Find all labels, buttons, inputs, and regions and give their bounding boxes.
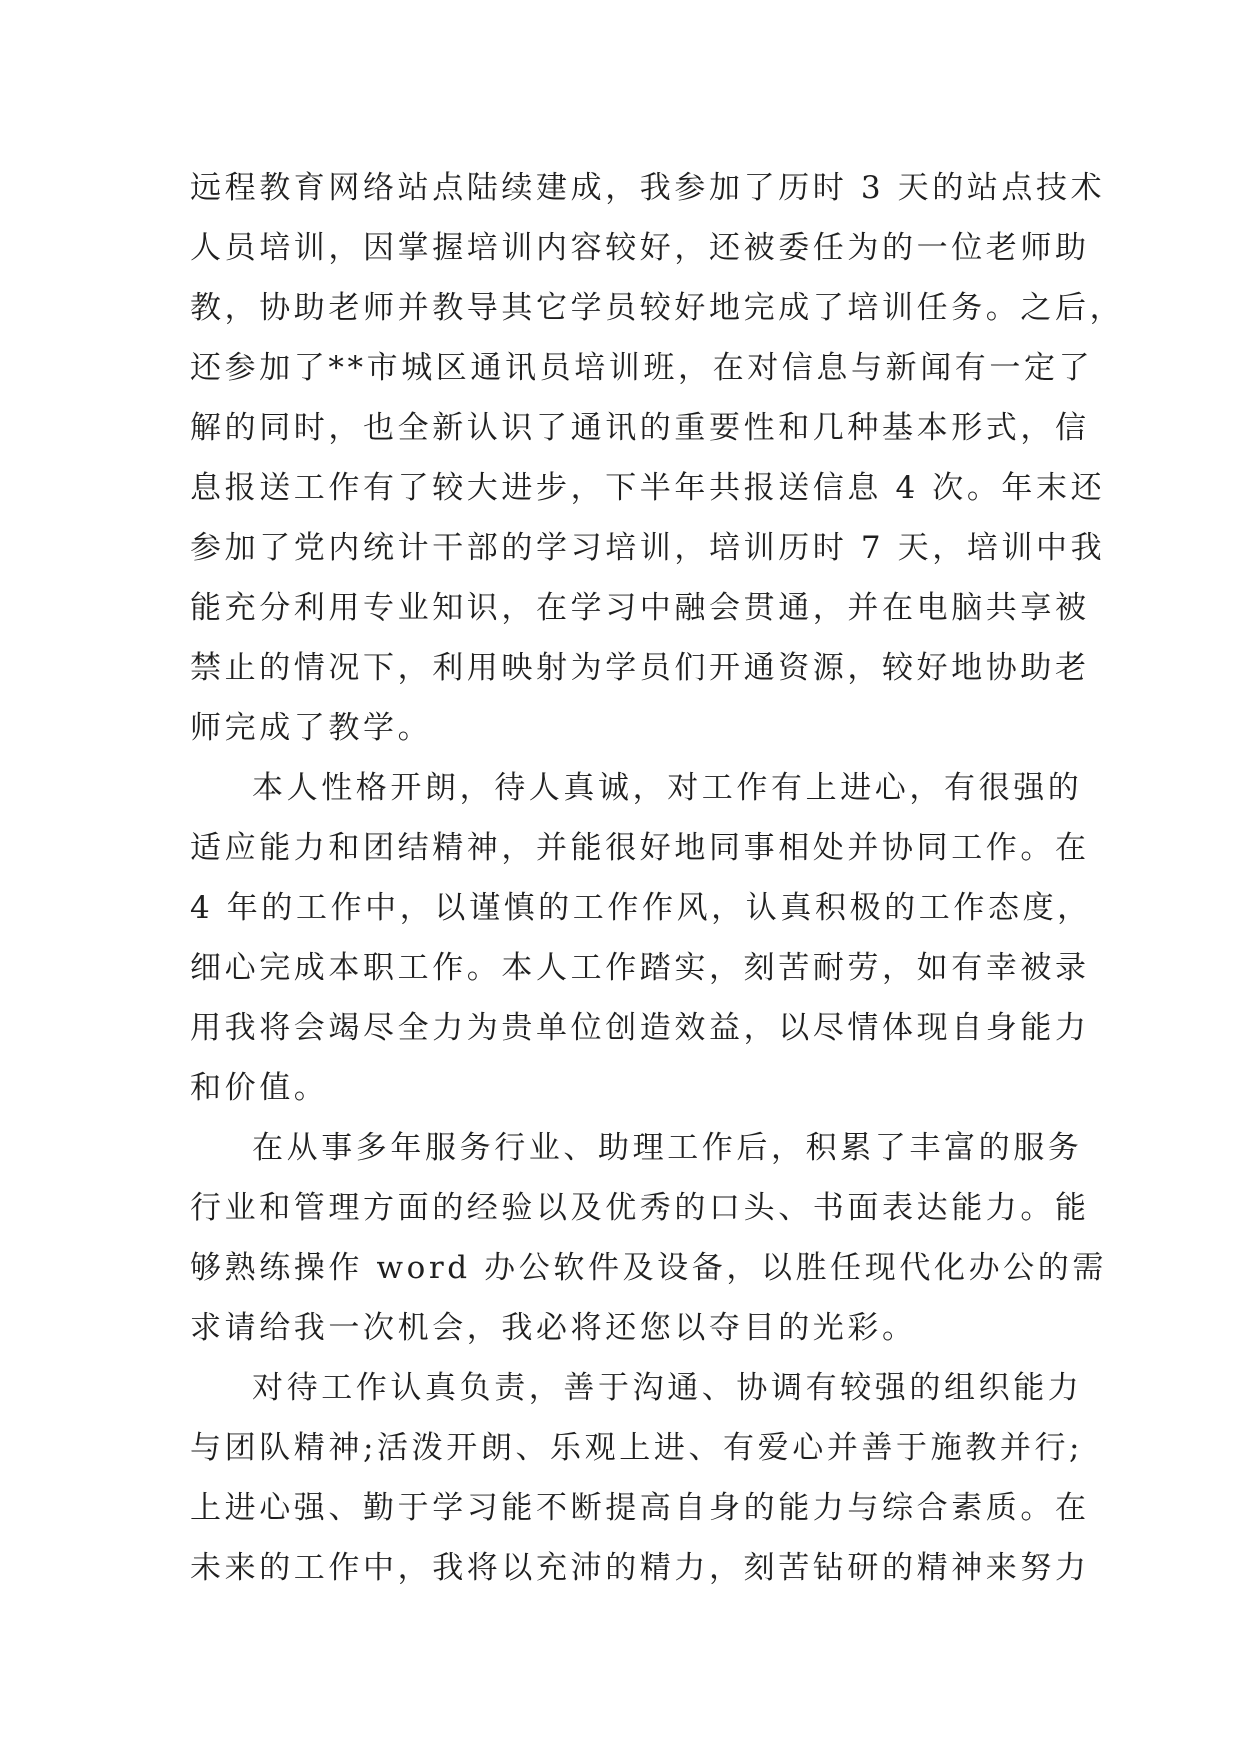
text-line: 用我将会竭尽全力为贵单位创造效益，以尽情体现自身能力 [190,1010,1090,1046]
paragraph-first-line: 本人性格开朗，待人真诚，对工作有上进心，有很强的 [252,770,1083,806]
text-line: 4 年的工作中，以谨慎的工作作风，认真积极的工作态度， [190,890,1092,926]
text-line: 适应能力和团结精神，并能很好地同事相处并协同工作。在 [190,830,1090,866]
text-line: 解的同时，也全新认识了通讯的重要性和几种基本形式，信 [190,410,1090,446]
text-line: 教，协助老师并教导其它学员较好地完成了培训任务。之后， [190,290,1125,326]
text-line: 行业和管理方面的经验以及优秀的口头、书面表达能力。能 [190,1190,1090,1226]
text-line: 能充分利用专业知识，在学习中融会贯通，并在电脑共享被 [190,590,1090,626]
paragraph-first-line: 在从事多年服务行业、助理工作后，积累了丰富的服务 [252,1130,1083,1166]
text-line: 还参加了**市城区通讯员培训班，在对信息与新闻有一定了 [190,350,1094,386]
text-line: 和价值。 [190,1070,329,1106]
text-line: 未来的工作中，我将以充沛的精力，刻苦钻研的精神来努力 [190,1550,1090,1586]
text-line: 息报送工作有了较大进步，下半年共报送信息 4 次。年末还 [190,470,1106,506]
text-line: 师完成了教学。 [190,710,433,746]
paragraph-first-line: 对待工作认真负责，善于沟通、协调有较强的组织能力 [252,1370,1083,1406]
text-line: 上进心强、勤于学习能不断提高自身的能力与综合素质。在 [190,1490,1090,1526]
text-line: 人员培训，因掌握培训内容较好，还被委任为的一位老师助 [190,230,1090,266]
text-line: 细心完成本职工作。本人工作踏实，刻苦耐劳，如有幸被录 [190,950,1090,986]
text-line: 与团队精神;活泼开朗、乐观上进、有爱心并善于施教并行; [190,1430,1084,1466]
document-body [190,158,1125,1598]
text-line: 求请给我一次机会，我必将还您以夺目的光彩。 [190,1310,917,1346]
text-line: 参加了党内统计干部的学习培训，培训历时 7 天，培训中我 [190,530,1106,566]
text-line: 远程教育网络站点陆续建成，我参加了历时 3 天的站点技术 [190,170,1106,206]
text-line: 禁止的情况下，利用映射为学员们开通资源，较好地协助老 [190,650,1090,686]
text-line: 够熟练操作 word 办公软件及设备，以胜任现代化办公的需 [190,1250,1107,1286]
